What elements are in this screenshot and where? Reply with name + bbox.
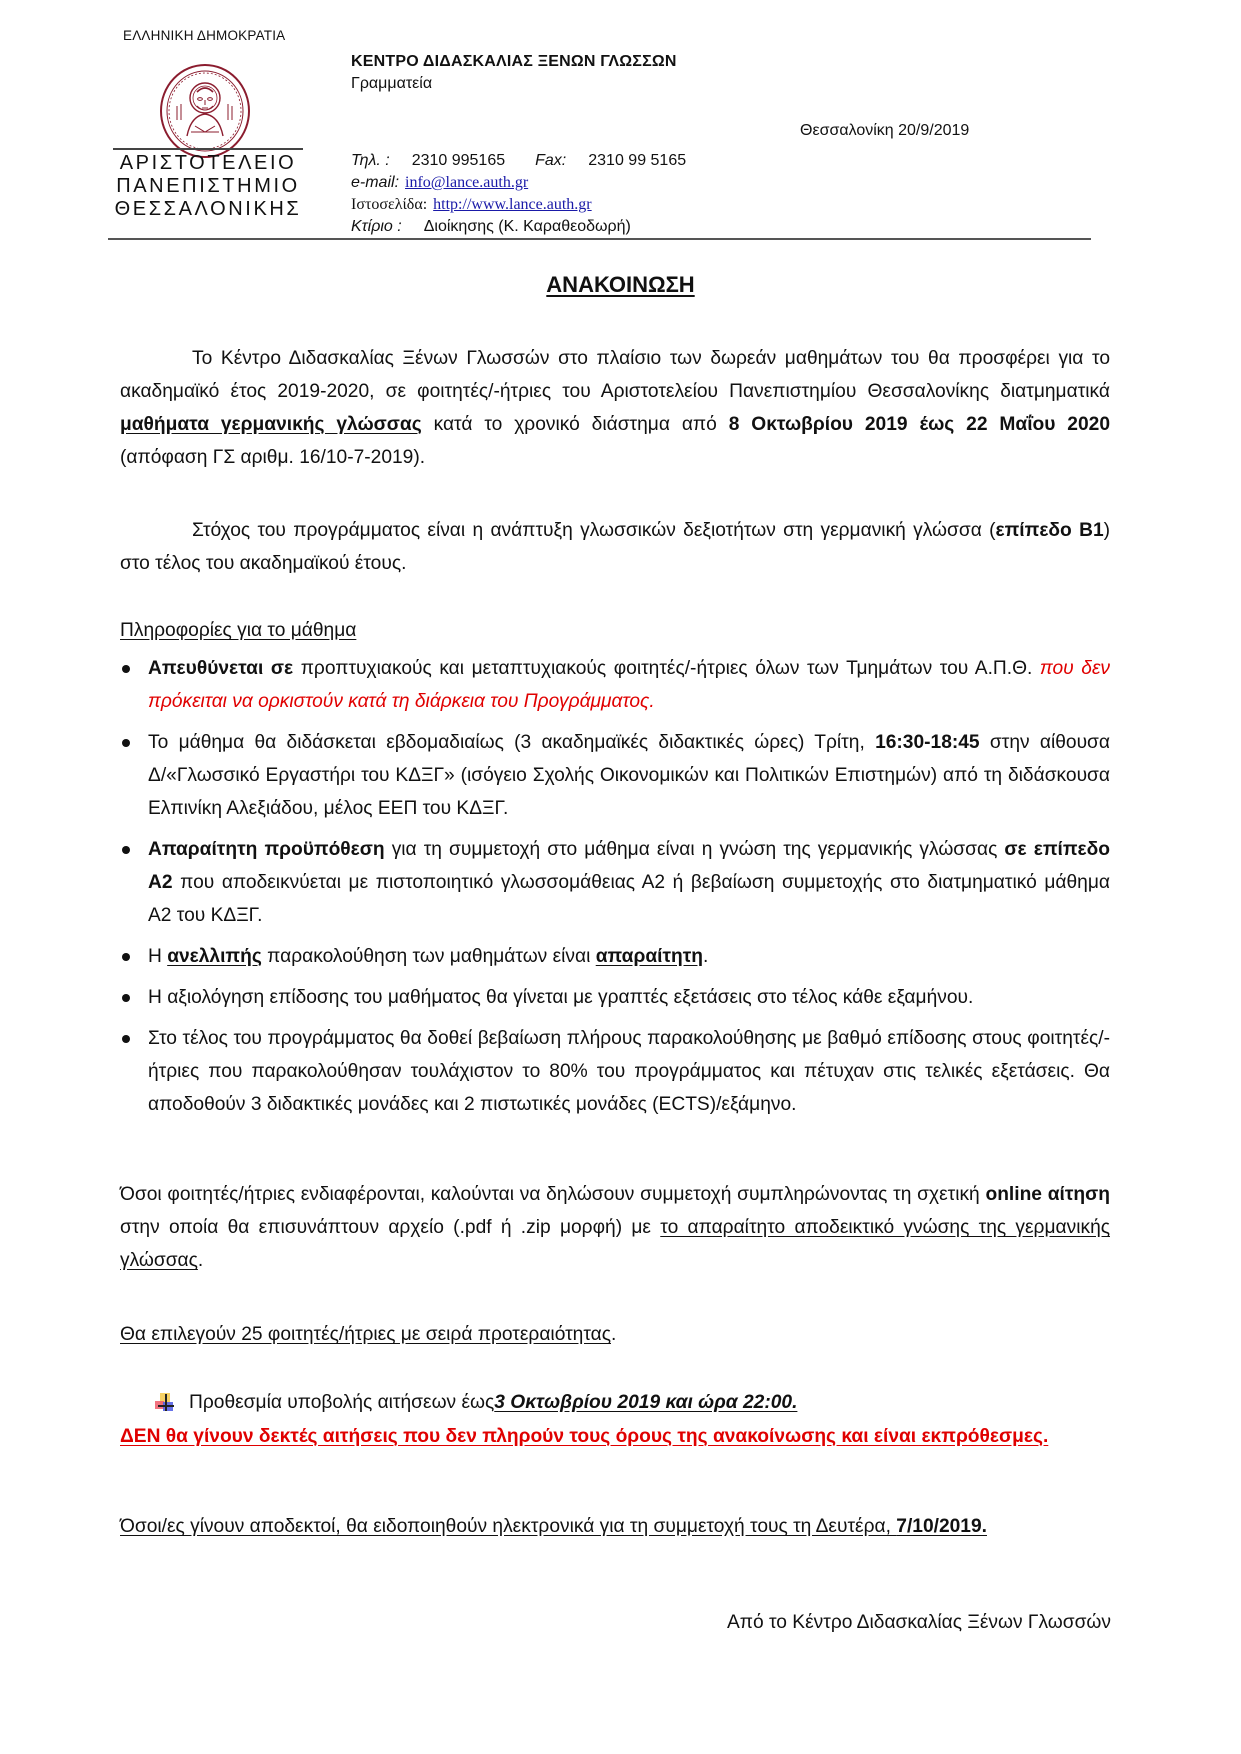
certificate-text: Στο τέλος του προγράμματος θα δοθεί βεβαίωση πλήρους παρακολούθησης με βαθμό επίδοσης στους φοιτητές/-ήτριες που παρακολούθησαν τουλάχιστον το 80% του προγράμματος και πέτυχαν στις τελικές εξετάσεις. Θα αποδοθούν 3 διδακτικές μονάδες και 2 πιστωτικές μονάδες (ECTS)/εξάμηνο. [148,1028,1110,1115]
list-item [120,1022,1110,1121]
bullet-icon [122,846,130,854]
assessment-text: Η αξιολόγηση επίδοσης του μαθήματος θα γίνεται με γραπτές εξετάσεις στο τέλος κάθε εξαμήνου. [148,987,974,1008]
attendance-text-2: παρακολούθηση των μαθημάτων είναι [261,946,596,967]
late-application-warning: ΔΕΝ θα γίνουν δεκτές αιτήσεις που δεν πληρούν τους όρους της ανακοίνωσης και είναι εκπρόθεσμες. [120,1426,1049,1447]
list-item [120,981,1110,1014]
header-divider [108,238,1091,240]
goal-text-2: ) στο τέλος του ακαδημαϊκού έτους. [120,520,1111,574]
notification-paragraph [120,1510,1110,1543]
bullet-icon [122,953,130,961]
target-level: επίπεδο Β1 [995,520,1104,541]
prerequisite-level: σε επίπεδο Α2 [148,839,1110,893]
email-row [351,172,686,194]
info-heading: Πληροφορίες για το μάθημα [120,620,357,641]
online-application-label: online αίτηση [985,1184,1110,1205]
signature: Από το Κέντρο Διδασκαλίας Ξένων Γλωσσών [726,1612,1111,1633]
logo-divider [113,148,303,150]
building-label: Κτίριο : [351,218,402,235]
website-label: Ιστοσελίδα: [351,196,428,213]
course-name-emphasis: μαθήματα γερμανικής γλώσσας [120,414,422,435]
university-name [110,152,306,221]
intro-paragraph [120,342,1110,474]
application-paragraph [120,1178,1110,1277]
selection-text: Θα επιλεγούν 25 φοιτητές/ήτριες με σειρά προτεραιότητας [120,1324,611,1345]
required-proof: το απαραίτητο αποδεικτικό γνώσης της γερμανικής γλώσσας [120,1217,1110,1271]
website-row [351,194,686,216]
goal-text-1: Στόχος του προγράμματος είναι η ανάπτυξη γλωσσικών δεξιοτήτων στη γερμανική γλώσσα ( [192,520,996,541]
schedule-text: Το μάθημα θα διδάσκεται εβδομαδιαίως (3 ακαδημαϊκές διδακτικές ώρες) Τρίτη, [148,732,876,753]
list-item [120,833,1110,932]
audience-restriction: που δεν πρόκειται να ορκιστούν κατά τη διάρκεια του Προγράμματος. [148,658,1110,712]
email-link[interactable]: info@lance.auth.gr [405,174,529,191]
prerequisite-text: για τη συμμετοχή στο μάθημα είναι η γνώση της γερμανικής γλώσσας [384,839,1005,860]
notification-date: 7/10/2019. [896,1516,987,1537]
info-list [120,652,1110,1129]
contact-block [351,150,686,238]
audience-label: Απευθύνεται σε [148,658,294,679]
center-name: ΚΕΝΤΡΟ ΔΙΔΑΣΚΑΛΙΑΣ ΞΕΝΩΝ ΓΛΩΣΣΩΝ [351,53,677,70]
attendance-text-1: Η [148,946,168,967]
fax-value: 2310 99 5165 [588,152,687,169]
course-period: 8 Οκτωβρίου 2019 έως 22 Μαΐου 2020 [728,414,1110,435]
intro-text-1: Το Κέντρο Διδασκαλίας Ξένων Γλωσσών στο πλαίσιο των δωρεάν μαθημάτων του θα προσφέρει για το ακαδημαϊκό έτος 2019-2020, σε φοιτητές/-ήτριες του Αριστοτελείου Πανεπιστημίου Θεσσαλονίκης διατμηματικά [120,348,1110,402]
building-row [351,216,686,238]
list-item [120,726,1110,825]
attendance-emphasis-2: απαραίτητη [595,946,704,967]
announcement-title: ΑΝΑΚΟΙΝΩΣΗ [546,272,695,297]
schedule-time: 16:30-18:45 [875,732,980,753]
attendance-text-3: . [703,946,709,967]
university-name-line-2: ΠΑΝΕΠΙΣΤΗΜΙΟ [116,175,300,197]
deadline-text: Προθεσμία υποβολής αιτήσεων έως [189,1392,495,1413]
website-link[interactable]: http://www.lance.auth.gr [433,196,592,213]
bullet-icon [122,1035,130,1043]
email-label: e-mail: [351,174,400,191]
apply-text-1: Όσοι φοιτητές/ήτριες ενδιαφέρονται, καλούνται να δηλώσουν συμμετοχή συμπληρώνοντας τη σχετική [120,1184,986,1205]
apply-text-2: στην οποία θα επισυνάπτουν αρχείο (.pdf ή .zip μορφή) με [120,1217,661,1238]
university-name-line-1: ΑΡΙΣΤΟΤΕΛΕΙΟ [119,152,297,174]
deadline-line [155,1390,797,1416]
fax-label: Fax: [535,152,567,169]
university-name-line-3: ΘΕΣΣΑΛΟΝΙΚΗΣ [114,198,302,220]
phone-row [351,150,686,172]
apply-text-3: . [197,1250,204,1271]
selection-end: . [611,1324,617,1345]
list-item [120,940,1110,973]
attendance-emphasis-1: ανελλιπής [167,946,262,967]
intro-text-3: (απόφαση ΓΣ αριθμ. 16/10-7-2019). [120,447,426,468]
phone-value: 2310 995165 [411,152,506,169]
prerequisite-label: Απαραίτητη προϋπόθεση [148,839,385,860]
audience-text: προπτυχιακούς και μεταπτυχιακούς φοιτητές/-ήτριες όλων των Τμημάτων του Α.Π.Θ. [293,658,1040,679]
bullet-icon [122,665,130,673]
bullet-icon [122,994,130,1002]
goal-paragraph [120,514,1110,580]
pushpin-bullet-icon [155,1393,175,1413]
deadline-date: 3 Οκτωβρίου 2019 και ώρα 22:00. [494,1392,798,1413]
intro-text-2: κατά το χρονικό διάστημα από [421,414,729,435]
document-date: Θεσσαλονίκη 20/9/2019 [800,122,970,139]
bullet-icon [122,739,130,747]
selection-paragraph [120,1318,1110,1351]
prerequisite-proof: που αποδεικνύεται με πιστοποιητικό γλωσσομάθειας Α2 ή βεβαίωση συμμετοχής στο διατμηματικό μάθημα Α2 του ΚΔΞΓ. [148,872,1110,926]
republic-label: ΕΛΛΗΝΙΚΗ ΔΗΜΟΚΡΑΤΙΑ [123,28,286,43]
phone-label: Τηλ. : [351,152,390,169]
building-value: Διοίκησης (Κ. Καραθεοδωρή) [423,218,631,235]
center-department: Γραμματεία [351,75,433,92]
schedule-location: στην αίθουσα Δ/«Γλωσσικό Εργαστήρι του ΚΔΞΓ» (ισόγειο Σχολής Οικονομικών και Πολιτικών Επιστημών) από τη διδάσκουσα Ελπινίκη Αλεξιάδου, μέλος ΕΕΠ του ΚΔΞΓ. [148,732,1110,819]
list-item [120,652,1110,718]
notification-text: Όσοι/ες γίνουν αποδεκτοί, θα ειδοποιηθούν ηλεκτρονικά για τη συμμετοχή τους τη Δευτέρα, [120,1516,897,1537]
university-seal-icon [157,62,253,160]
